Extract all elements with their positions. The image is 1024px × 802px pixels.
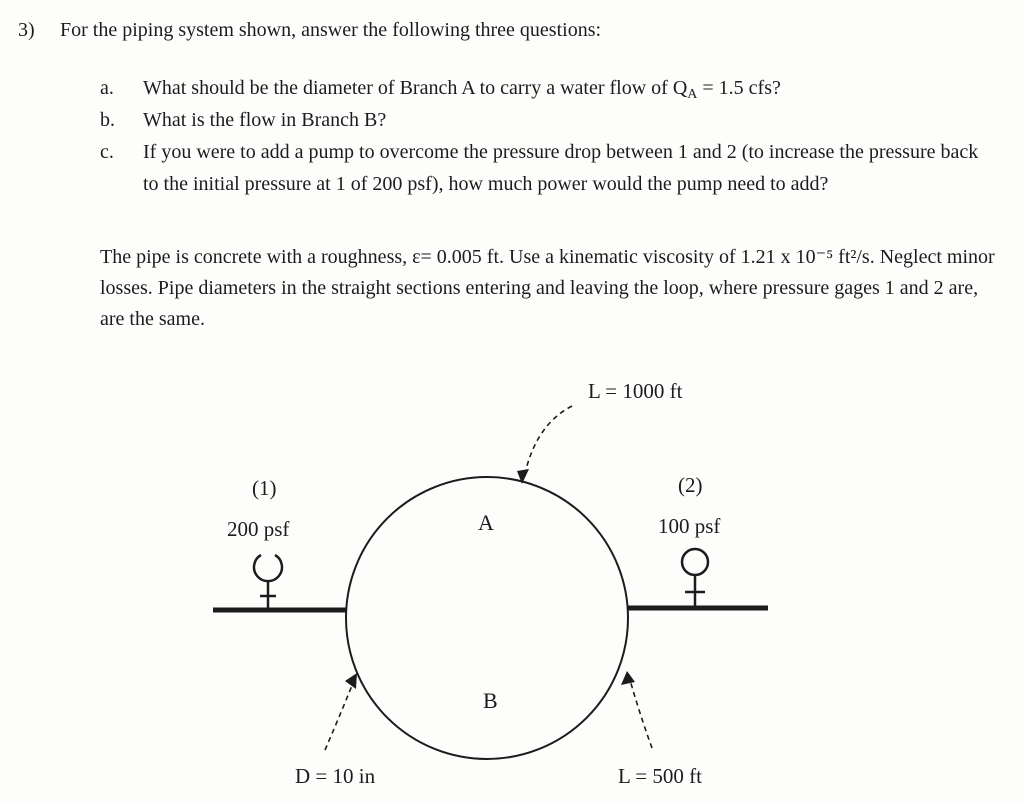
list-marker-c: c. xyxy=(100,141,114,163)
list-item-c xyxy=(100,136,985,200)
question-text: For the piping system shown, answer the following three questions: xyxy=(60,19,602,41)
branch-b-label: B xyxy=(483,688,498,713)
top-length-arrow xyxy=(517,406,572,484)
question-list xyxy=(100,72,985,200)
list-text-a-pre: What should be the diameter of Branch A to carry a water flow of Q xyxy=(143,77,688,99)
gauge2-pressure-label: 100 psf xyxy=(658,514,721,538)
list-marker-b: b. xyxy=(100,109,115,131)
gauge1-label: (1) xyxy=(252,476,277,500)
bottom-length-arrow xyxy=(621,671,652,748)
gauge2-label: (2) xyxy=(678,473,703,497)
diameter-label: D = 10 in xyxy=(295,764,376,788)
gauge1-pressure-label: 200 psf xyxy=(227,517,290,541)
list-text-b: What is the flow in Branch B? xyxy=(143,109,387,131)
branch-a-label: A xyxy=(478,510,494,535)
list-text-a-sub: A xyxy=(687,87,698,102)
diameter-arrow xyxy=(325,673,357,750)
list-text-a-post: = 1.5 cfs? xyxy=(697,77,781,99)
question-row xyxy=(18,14,960,46)
list-text-a xyxy=(143,72,985,104)
list-marker-a: a. xyxy=(100,77,114,99)
notes-paragraph: The pipe is concrete with a roughness, ε= 0.005 ft. Use a kinematic viscosity of 1.21 x 10⁻⁵ ft²/s. Neglect minor losses. Pipe diameters in the straight sections entering and leaving the loop, where pressure gages 1 and 2 are, are the same. xyxy=(100,246,995,330)
top-length-label: L = 1000 ft xyxy=(588,379,683,403)
list-item-a xyxy=(100,72,985,104)
list-text-c: If you were to add a pump to overcome the pressure drop between 1 and 2 (to increase the pressure back to the initial pressure at 1 of 200 psf), how much power would the pump need to add? xyxy=(143,141,979,195)
piping-diagram xyxy=(0,370,1024,802)
pressure-gauge-1 xyxy=(254,555,282,610)
list-item-b xyxy=(100,104,985,136)
pressure-gauge-2 xyxy=(682,549,708,608)
bottom-length-label: L = 500 ft xyxy=(618,764,702,788)
question-number: 3) xyxy=(18,19,35,41)
